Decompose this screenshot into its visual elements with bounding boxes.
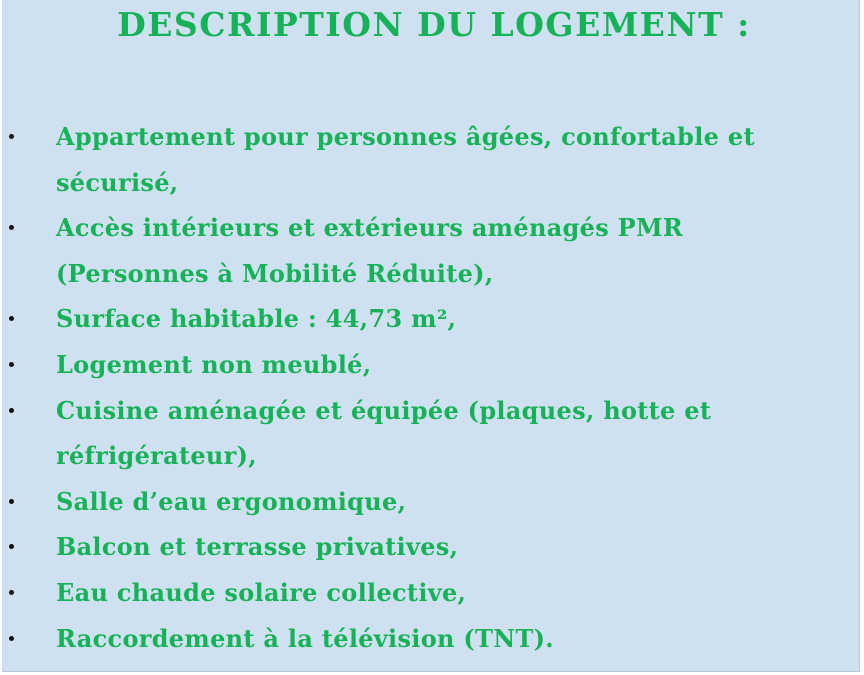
list-item-text: Salle d’eau ergonomique, bbox=[56, 486, 407, 516]
list-item bbox=[2, 570, 862, 616]
feature-list bbox=[2, 114, 862, 661]
list-item-text: Eau chaude solaire collective, bbox=[56, 577, 467, 607]
list-item-text: Accès intérieurs et extérieurs aménagés PMR (Personnes à Mobilité Réduite), bbox=[56, 213, 684, 288]
bullet-icon bbox=[9, 408, 14, 413]
bullet-icon bbox=[9, 544, 14, 549]
list-item bbox=[2, 616, 862, 662]
page-title: DESCRIPTION DU LOGEMENT : bbox=[117, 5, 751, 44]
bullet-icon bbox=[9, 225, 14, 230]
bullet-icon bbox=[9, 590, 14, 595]
list-item bbox=[2, 524, 862, 570]
list-item-text: Surface habitable : 44,73 m², bbox=[56, 304, 457, 334]
list-item bbox=[2, 205, 862, 296]
list-item bbox=[2, 342, 862, 388]
list-item-text: Logement non meublé, bbox=[56, 349, 372, 379]
list-item bbox=[2, 479, 862, 525]
bullet-icon bbox=[9, 316, 14, 321]
list-item-text: Appartement pour personnes âgées, confortable et sécurisé, bbox=[56, 122, 755, 197]
list-item-text: Raccordement à la télévision (TNT). bbox=[56, 623, 554, 653]
list-item bbox=[2, 388, 862, 479]
bullet-icon bbox=[9, 636, 14, 641]
description-panel bbox=[2, 0, 860, 672]
bullet-icon bbox=[9, 134, 14, 139]
list-item-text: Balcon et terrasse privatives, bbox=[56, 532, 459, 562]
bullet-icon bbox=[9, 362, 14, 367]
list-item bbox=[2, 296, 862, 342]
list-item bbox=[2, 114, 862, 205]
list-item-text: Cuisine aménagée et équipée (plaques, hotte et réfrigérateur), bbox=[56, 395, 712, 471]
bullet-icon bbox=[9, 499, 14, 504]
